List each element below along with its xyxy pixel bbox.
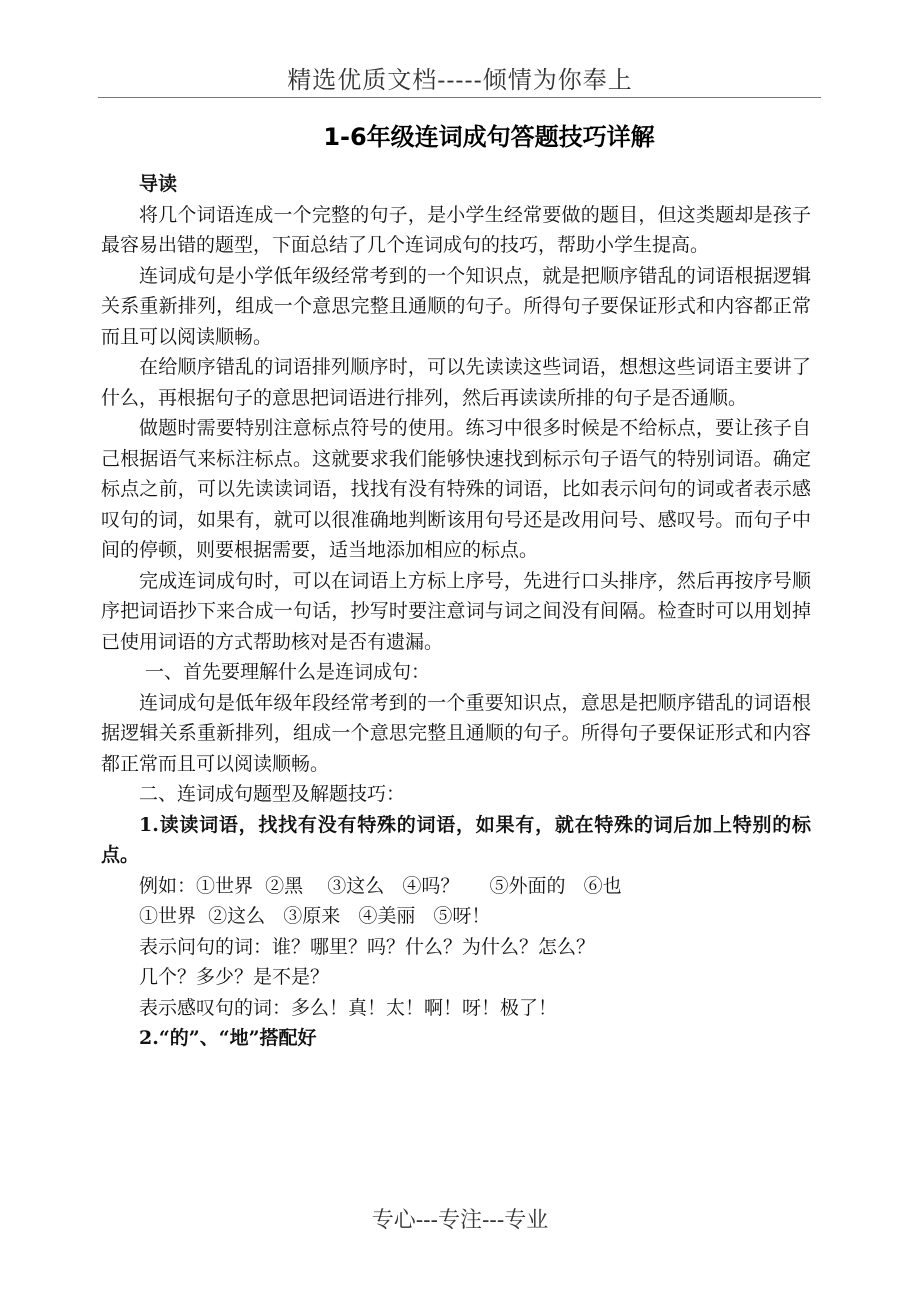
document-title: 1-6年级连词成句答题技巧详解 — [323, 123, 655, 151]
exclaim-words-line: 表示感叹句的词：多么！真！太！啊！呀！极了！ — [139, 996, 558, 1019]
question-words-line-2: 几个？多少？是不是？ — [139, 966, 330, 988]
paragraph-ordering: 在给顺序错乱的词语排列顺序时，可以先读读这些词语，想想这些词语主要讲了什么，再根据句子的意思把词语进行排列，然后再读读所排的句子是否通顺。 — [101, 356, 811, 409]
paragraph-punctuation: 做题时需要特别注意标点符号的使用。练习中很多时候是不给标点，要让孩子自己根据语气来标注标点。这就要求我们能够快速找到标示句子语气的特别词语。确定标点之前，可以先读读词语，找找有没有特殊的词语，比如表示问句的词或者表示感叹句的词，如果有，就可以很准确地判断该用句号还是改用问号、感叹号。而句子中间的停顿，则要根据需要，适当地添加相应的标点。 — [101, 417, 811, 561]
tip-1: 1.读读词语，找找有没有特殊的词语，如果有，就在特殊的词后加上特别的标点。 — [101, 813, 811, 866]
example-line-1: 例如：①世界 ②黑 ③这么 ④吗？ ⑤外面的 ⑥也 — [139, 874, 622, 897]
document-body — [101, 169, 811, 1054]
question-words-line-1: 表示问句的词：谁？哪里？吗？什么？为什么？怎么？ — [139, 935, 596, 958]
section-1-text: 连词成句是低年级年段经常考到的一个重要知识点，意思是把顺序错乱的词语根据逻辑关系重新排列，组成一个意思完整且通顺的句子。所得句子要保证形式和内容都正常而且可以阅读顺畅。 — [101, 691, 811, 775]
page-footer: 专心---专注---专业 — [371, 1208, 549, 1233]
example-line-2: ①世界 ②这么 ③原来 ④美丽 ⑤呀！ — [139, 905, 491, 927]
page-header: 精选优质文档-----倾情为你奉上 — [287, 66, 633, 94]
paragraph-completion: 完成连词成句时，可以在词语上方标上序号，先进行口头排序，然后再按序号顺序把词语抄下来合成一句话，抄写时要注意词与词之间没有间隔。检查时可以用划掉已使用词语的方式帮助核对是否有遗漏。 — [101, 569, 811, 653]
tip-2: 2.“的”、“地”搭配好 — [139, 1027, 317, 1049]
intro-paragraph: 将几个词语连成一个完整的句子，是小学生经常要做的题目，但这类题却是孩子最容易出错的题型，下面总结了几个连词成句的技巧，帮助小学生提高。 — [101, 203, 811, 256]
intro-heading: 导读 — [139, 173, 178, 195]
section-heading-2: 二、连词成句题型及解题技巧： — [139, 783, 406, 805]
section-heading-1: 一、首先要理解什么是连词成句： — [139, 661, 431, 683]
header-divider — [98, 97, 821, 98]
paragraph-definition: 连词成句是小学低年级经常考到的一个知识点，就是把顺序错乱的词语根据逻辑关系重新排列，组成一个意思完整且通顺的句子。所得句子要保证形式和内容都正常而且可以阅读顺畅。 — [101, 264, 811, 348]
